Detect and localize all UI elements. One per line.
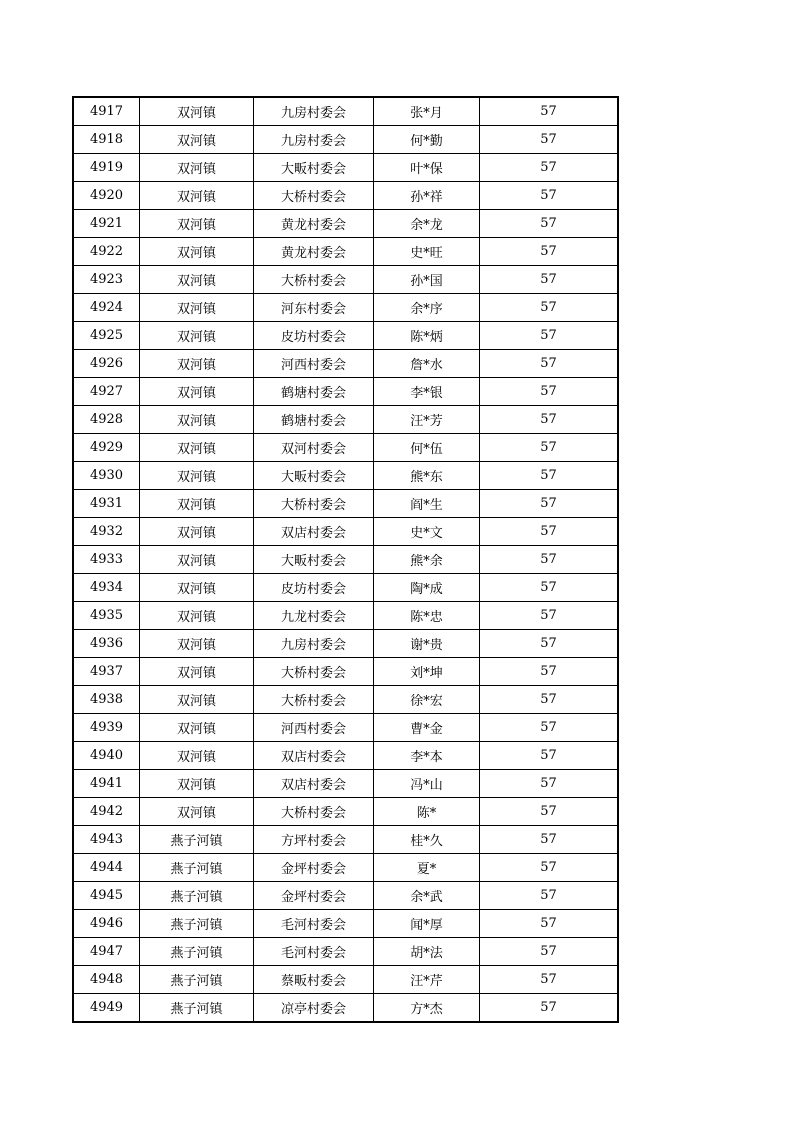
roster-table [72,96,619,1023]
village-committee-cell: 河西村委会 [254,714,374,742]
town-cell: 燕子河镇 [140,966,254,994]
row-number-cell: 4921 [73,210,140,238]
amount-cell: 57 [480,210,619,238]
name-cell: 张*月 [374,97,480,126]
town-cell: 双河镇 [140,770,254,798]
town-cell: 双河镇 [140,490,254,518]
town-cell: 双河镇 [140,798,254,826]
row-number-cell: 4935 [73,602,140,630]
amount-cell: 57 [480,658,619,686]
town-cell: 双河镇 [140,266,254,294]
row-number-cell: 4946 [73,910,140,938]
village-committee-cell: 双河村委会 [254,434,374,462]
amount-cell: 57 [480,546,619,574]
name-cell: 曹*金 [374,714,480,742]
name-cell: 谢*贵 [374,630,480,658]
village-committee-cell: 双店村委会 [254,742,374,770]
town-cell: 双河镇 [140,406,254,434]
name-cell: 徐*宏 [374,686,480,714]
name-cell: 陈* [374,798,480,826]
table-row [73,350,618,378]
row-number-cell: 4943 [73,826,140,854]
town-cell: 燕子河镇 [140,854,254,882]
town-cell: 双河镇 [140,126,254,154]
amount-cell: 57 [480,322,619,350]
amount-cell: 57 [480,294,619,322]
town-cell: 燕子河镇 [140,882,254,910]
name-cell: 詹*水 [374,350,480,378]
town-cell: 双河镇 [140,574,254,602]
name-cell: 史*旺 [374,238,480,266]
village-committee-cell: 九房村委会 [254,126,374,154]
amount-cell: 57 [480,97,619,126]
village-committee-cell: 双店村委会 [254,518,374,546]
row-number-cell: 4932 [73,518,140,546]
amount-cell: 57 [480,602,619,630]
town-cell: 双河镇 [140,378,254,406]
row-number-cell: 4918 [73,126,140,154]
amount-cell: 57 [480,490,619,518]
name-cell: 余*武 [374,882,480,910]
town-cell: 双河镇 [140,322,254,350]
amount-cell: 57 [480,938,619,966]
name-cell: 陈*忠 [374,602,480,630]
name-cell: 阎*生 [374,490,480,518]
row-number-cell: 4933 [73,546,140,574]
town-cell: 双河镇 [140,182,254,210]
amount-cell: 57 [480,574,619,602]
table-row [73,97,618,126]
table-row [73,574,618,602]
row-number-cell: 4942 [73,798,140,826]
town-cell: 燕子河镇 [140,938,254,966]
row-number-cell: 4924 [73,294,140,322]
town-cell: 双河镇 [140,97,254,126]
town-cell: 双河镇 [140,686,254,714]
town-cell: 双河镇 [140,350,254,378]
town-cell: 双河镇 [140,462,254,490]
row-number-cell: 4940 [73,742,140,770]
table-row [73,518,618,546]
name-cell: 闻*厚 [374,910,480,938]
table-row [73,966,618,994]
row-number-cell: 4948 [73,966,140,994]
name-cell: 胡*法 [374,938,480,966]
amount-cell: 57 [480,854,619,882]
row-number-cell: 4936 [73,630,140,658]
village-committee-cell: 方坪村委会 [254,826,374,854]
amount-cell: 57 [480,182,619,210]
table-row [73,714,618,742]
roster-table-body [73,97,618,1022]
table-row [73,462,618,490]
name-cell: 孙*国 [374,266,480,294]
village-committee-cell: 九房村委会 [254,630,374,658]
town-cell: 双河镇 [140,658,254,686]
amount-cell: 57 [480,350,619,378]
name-cell: 刘*坤 [374,658,480,686]
village-committee-cell: 大桥村委会 [254,658,374,686]
village-committee-cell: 大畈村委会 [254,462,374,490]
table-row [73,210,618,238]
row-number-cell: 4930 [73,462,140,490]
table-row [73,630,618,658]
village-committee-cell: 黄龙村委会 [254,210,374,238]
row-number-cell: 4929 [73,434,140,462]
name-cell: 李*银 [374,378,480,406]
name-cell: 陶*成 [374,574,480,602]
row-number-cell: 4944 [73,854,140,882]
row-number-cell: 4934 [73,574,140,602]
village-committee-cell: 大桥村委会 [254,686,374,714]
village-committee-cell: 大桥村委会 [254,266,374,294]
table-row [73,154,618,182]
table-row [73,546,618,574]
village-committee-cell: 皮坊村委会 [254,322,374,350]
town-cell: 双河镇 [140,210,254,238]
row-number-cell: 4945 [73,882,140,910]
row-number-cell: 4949 [73,994,140,1023]
amount-cell: 57 [480,826,619,854]
amount-cell: 57 [480,882,619,910]
name-cell: 熊*东 [374,462,480,490]
name-cell: 桂*久 [374,826,480,854]
amount-cell: 57 [480,126,619,154]
row-number-cell: 4938 [73,686,140,714]
amount-cell: 57 [480,378,619,406]
name-cell: 冯*山 [374,770,480,798]
table-row [73,126,618,154]
row-number-cell: 4925 [73,322,140,350]
table-row [73,770,618,798]
town-cell: 双河镇 [140,742,254,770]
amount-cell: 57 [480,910,619,938]
amount-cell: 57 [480,686,619,714]
table-row [73,490,618,518]
village-committee-cell: 大桥村委会 [254,490,374,518]
name-cell: 汪*芳 [374,406,480,434]
amount-cell: 57 [480,770,619,798]
name-cell: 叶*保 [374,154,480,182]
table-row [73,434,618,462]
row-number-cell: 4937 [73,658,140,686]
name-cell: 何*勤 [374,126,480,154]
table-row [73,882,618,910]
village-committee-cell: 九龙村委会 [254,602,374,630]
name-cell: 李*本 [374,742,480,770]
table-row [73,910,618,938]
row-number-cell: 4947 [73,938,140,966]
town-cell: 燕子河镇 [140,994,254,1023]
village-committee-cell: 河东村委会 [254,294,374,322]
row-number-cell: 4941 [73,770,140,798]
village-committee-cell: 大畈村委会 [254,154,374,182]
village-committee-cell: 大桥村委会 [254,798,374,826]
amount-cell: 57 [480,518,619,546]
village-committee-cell: 毛河村委会 [254,910,374,938]
row-number-cell: 4927 [73,378,140,406]
row-number-cell: 4917 [73,97,140,126]
name-cell: 何*伍 [374,434,480,462]
amount-cell: 57 [480,434,619,462]
table-row [73,238,618,266]
town-cell: 双河镇 [140,154,254,182]
table-row [73,658,618,686]
table-row [73,742,618,770]
town-cell: 双河镇 [140,602,254,630]
village-committee-cell: 金坪村委会 [254,854,374,882]
amount-cell: 57 [480,742,619,770]
town-cell: 双河镇 [140,630,254,658]
name-cell: 汪*芹 [374,966,480,994]
village-committee-cell: 鹤塘村委会 [254,406,374,434]
village-committee-cell: 蔡畈村委会 [254,966,374,994]
town-cell: 双河镇 [140,546,254,574]
table-row [73,182,618,210]
amount-cell: 57 [480,714,619,742]
table-row [73,938,618,966]
row-number-cell: 4931 [73,490,140,518]
amount-cell: 57 [480,406,619,434]
town-cell: 双河镇 [140,434,254,462]
name-cell: 余*序 [374,294,480,322]
amount-cell: 57 [480,266,619,294]
row-number-cell: 4922 [73,238,140,266]
row-number-cell: 4926 [73,350,140,378]
amount-cell: 57 [480,966,619,994]
village-committee-cell: 金坪村委会 [254,882,374,910]
village-committee-cell: 双店村委会 [254,770,374,798]
table-row [73,854,618,882]
town-cell: 双河镇 [140,714,254,742]
name-cell: 史*文 [374,518,480,546]
village-committee-cell: 大桥村委会 [254,182,374,210]
name-cell: 余*龙 [374,210,480,238]
village-committee-cell: 鹤塘村委会 [254,378,374,406]
village-committee-cell: 河西村委会 [254,350,374,378]
name-cell: 方*杰 [374,994,480,1023]
town-cell: 双河镇 [140,294,254,322]
amount-cell: 57 [480,238,619,266]
table-row [73,406,618,434]
name-cell: 孙*祥 [374,182,480,210]
village-committee-cell: 皮坊村委会 [254,574,374,602]
village-committee-cell: 九房村委会 [254,97,374,126]
name-cell: 夏* [374,854,480,882]
amount-cell: 57 [480,630,619,658]
town-cell: 燕子河镇 [140,910,254,938]
table-row [73,266,618,294]
town-cell: 双河镇 [140,518,254,546]
village-committee-cell: 黄龙村委会 [254,238,374,266]
table-row [73,798,618,826]
table-row [73,686,618,714]
table-row [73,826,618,854]
town-cell: 双河镇 [140,238,254,266]
village-committee-cell: 凉亭村委会 [254,994,374,1023]
row-number-cell: 4920 [73,182,140,210]
table-row [73,602,618,630]
village-committee-cell: 毛河村委会 [254,938,374,966]
table-row [73,322,618,350]
name-cell: 熊*余 [374,546,480,574]
village-committee-cell: 大畈村委会 [254,546,374,574]
name-cell: 陈*炳 [374,322,480,350]
amount-cell: 57 [480,798,619,826]
row-number-cell: 4939 [73,714,140,742]
table-row [73,294,618,322]
amount-cell: 57 [480,462,619,490]
row-number-cell: 4928 [73,406,140,434]
amount-cell: 57 [480,154,619,182]
row-number-cell: 4923 [73,266,140,294]
town-cell: 燕子河镇 [140,826,254,854]
amount-cell: 57 [480,994,619,1023]
table-row [73,378,618,406]
row-number-cell: 4919 [73,154,140,182]
table-row [73,994,618,1023]
